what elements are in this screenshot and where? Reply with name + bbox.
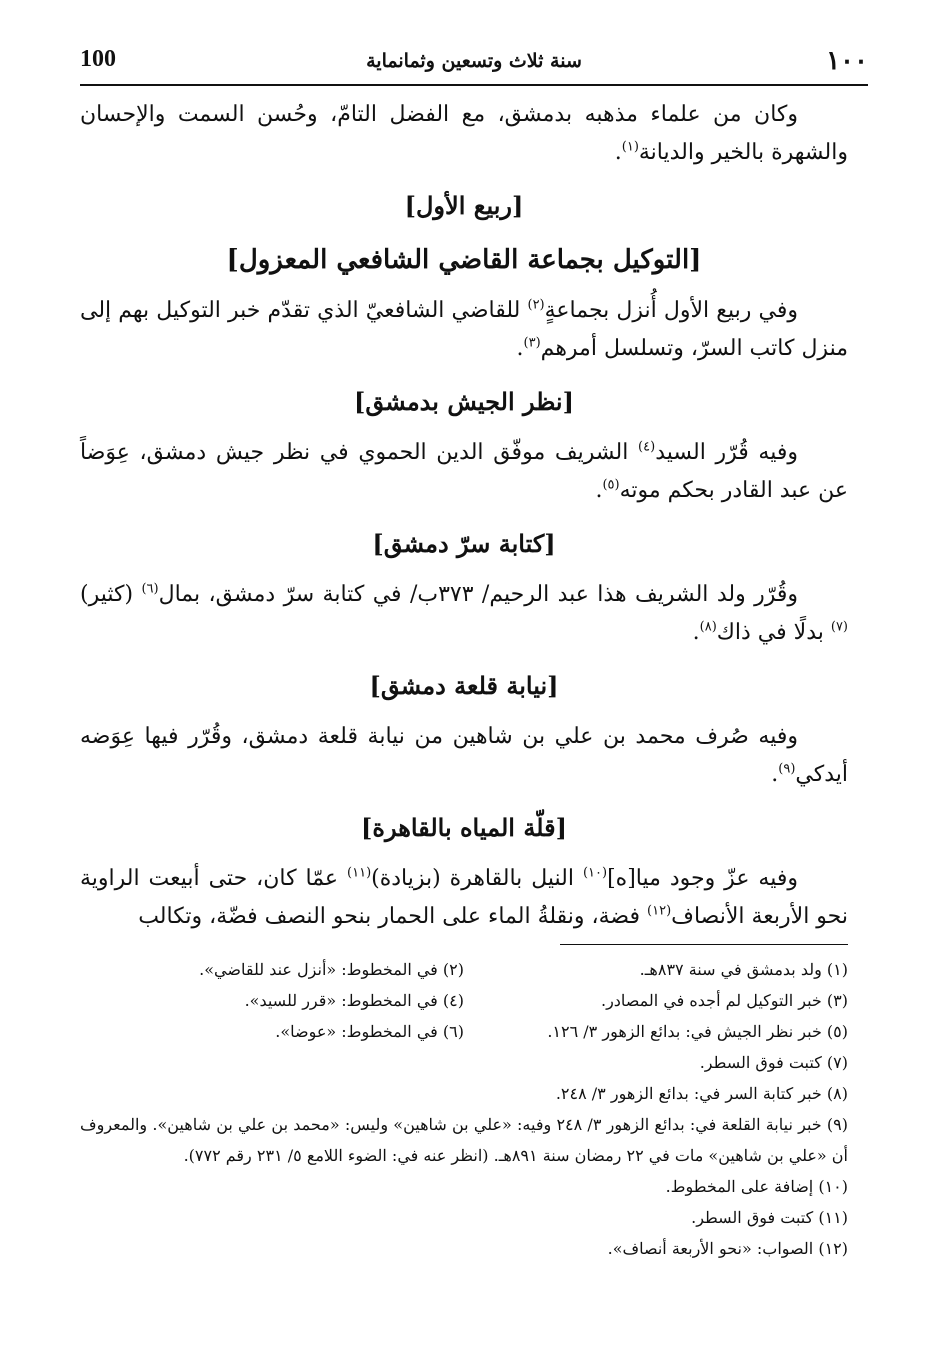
footnote-ref[interactable]: (٣) bbox=[523, 335, 541, 351]
footnote-2: (٢) في المخطوط: «أنزل عند للقاضي». bbox=[199, 960, 464, 979]
paragraph-miyah: وفيه عزّ وجود ميا[ه]$^{(١٠)}$ النيل بالقاهرة (بزيادة)$^{(١١)}$ عمّا كان، حتى أبيعت الراوية نحو الأربعة الأنصاف$^{(١٢)}$ فضة، ونقلةُ الماء على الحمار بنحو النصف فضّة، وتكالب bbox=[80, 865, 848, 929]
footnote-9: (٩) خبر نيابة القلعة في: بدائع الزهور ٣/ ٢٤٨ وفيه: «علي بن شاهين» وليس: «محمد بن علي بن شاهين». والمعروف أن «علي بن شاهين» مات في ٢٢ رمضان سنة ٨٩١هـ. (انظر عنه في: الضوء اللامع ٥/ ٢٣١ رقم ٧٧٢). bbox=[80, 1115, 848, 1165]
page-number-latin: 100 bbox=[80, 46, 116, 72]
main-text bbox=[80, 96, 848, 936]
footnote-ref[interactable]: (١١) bbox=[347, 865, 372, 881]
footnote-ref[interactable]: (٥) bbox=[602, 477, 620, 493]
footnote-ref[interactable]: (٧) bbox=[830, 619, 848, 635]
running-title: سنة ثلاث وتسعين وثمانماية bbox=[366, 50, 582, 72]
section-heading-jaysh: [نظر الجيش بدمشق] bbox=[354, 387, 574, 416]
footnotes bbox=[80, 954, 848, 1264]
paragraph-jaysh: وفيه قُرّر السيد$^{(٤)}$ الشريف موفّق الدين الحموي في نظر جيش دمشق، عِوَضاً عن عبد القادر بحكم موته$^{(٥)}$. bbox=[80, 439, 848, 503]
footnote-5: (٥) خبر نظر الجيش في: بدائع الزهور ٣/ ١٢٦. bbox=[547, 1022, 848, 1041]
section-heading-miyah: [قلّة المياه بالقاهرة] bbox=[361, 813, 567, 842]
footnote-row bbox=[80, 1016, 848, 1047]
footnote-row bbox=[80, 985, 848, 1016]
footnote-8: (٨) خبر كتابة السر في: بدائع الزهور ٣/ ٢٤٨. bbox=[555, 1084, 848, 1103]
footnote-6: (٦) في المخطوط: «عوضا». bbox=[275, 1022, 464, 1041]
page-header bbox=[80, 40, 868, 86]
footnote-separator bbox=[560, 944, 848, 945]
footnote-row bbox=[80, 954, 848, 985]
footnote-4: (٤) في المخطوط: «قرر للسيد». bbox=[244, 991, 464, 1010]
footnote-12: (١٢) الصواب: «نحو الأربعة أنصاف». bbox=[607, 1239, 848, 1258]
paragraph-intro: وكان من علماء مذهبه بدمشق، مع الفضل التامّ، وحُسن السمت والإحسان والشهرة بالخير والديانة$^{(١)}$. bbox=[80, 102, 848, 165]
paragraph-tawkil: وفي ربيع الأول أُنزل بجماعةٍ$^{(٢)}$ للقاضي الشافعيّ الذي تقدّم خبر التوكيل بهم إلى منزل كاتب السرّ، وتسلسل أمرهم$^{(٣)}$. bbox=[80, 297, 848, 361]
section-heading-qalaa: [نيابة قلعة دمشق] bbox=[369, 671, 559, 700]
paragraph-kitaba: وقُرّر ولد الشريف هذا عبد الرحيم/ ٣٧٣ب/ في كتابة سرّ دمشق، بمال$^{(٦)}$ (كثير)$^{(٧)}$ بدلًا في ذاك$^{(٨)}$. bbox=[80, 581, 848, 645]
page-number-arabic: ١٠٠ bbox=[826, 46, 868, 76]
section-heading-kitaba: [كتابة سرّ دمشق] bbox=[372, 529, 556, 558]
footnote-ref[interactable]: (١) bbox=[621, 139, 639, 155]
footnote-ref[interactable]: (٩) bbox=[778, 761, 796, 777]
footnote-ref[interactable]: (٢) bbox=[527, 297, 545, 313]
footnote-ref[interactable]: (٨) bbox=[699, 619, 717, 635]
footnote-11: (١١) كتبت فوق السطر. bbox=[691, 1208, 848, 1227]
footnote-ref[interactable]: (١٠) bbox=[582, 865, 608, 881]
footnote-ref[interactable]: (٦) bbox=[141, 581, 159, 597]
footnote-7: (٧) كتبت فوق السطر. bbox=[699, 1053, 848, 1072]
footnote-3: (٣) خبر التوكيل لم أجده في المصادر. bbox=[600, 991, 848, 1010]
footnote-ref[interactable]: (٤) bbox=[638, 439, 656, 455]
paragraph-qalaa: وفيه صُرف محمد بن علي بن شاهين من نيابة قلعة دمشق، وقُرّر فيها عِوَضه أيدكي$^{(٩)}$. bbox=[80, 724, 848, 787]
section-heading-tawkil: [التوكيل بجماعة القاضي الشافعي المعزول] bbox=[226, 245, 702, 275]
section-heading-rabi: [ربيع الأول] bbox=[404, 191, 524, 220]
footnote-10: (١٠) إضافة على المخطوط. bbox=[665, 1177, 848, 1196]
footnote-ref[interactable]: (١٢) bbox=[647, 903, 672, 919]
footnote-1: (١) ولد بدمشق في سنة ٨٣٧هـ. bbox=[639, 960, 848, 979]
